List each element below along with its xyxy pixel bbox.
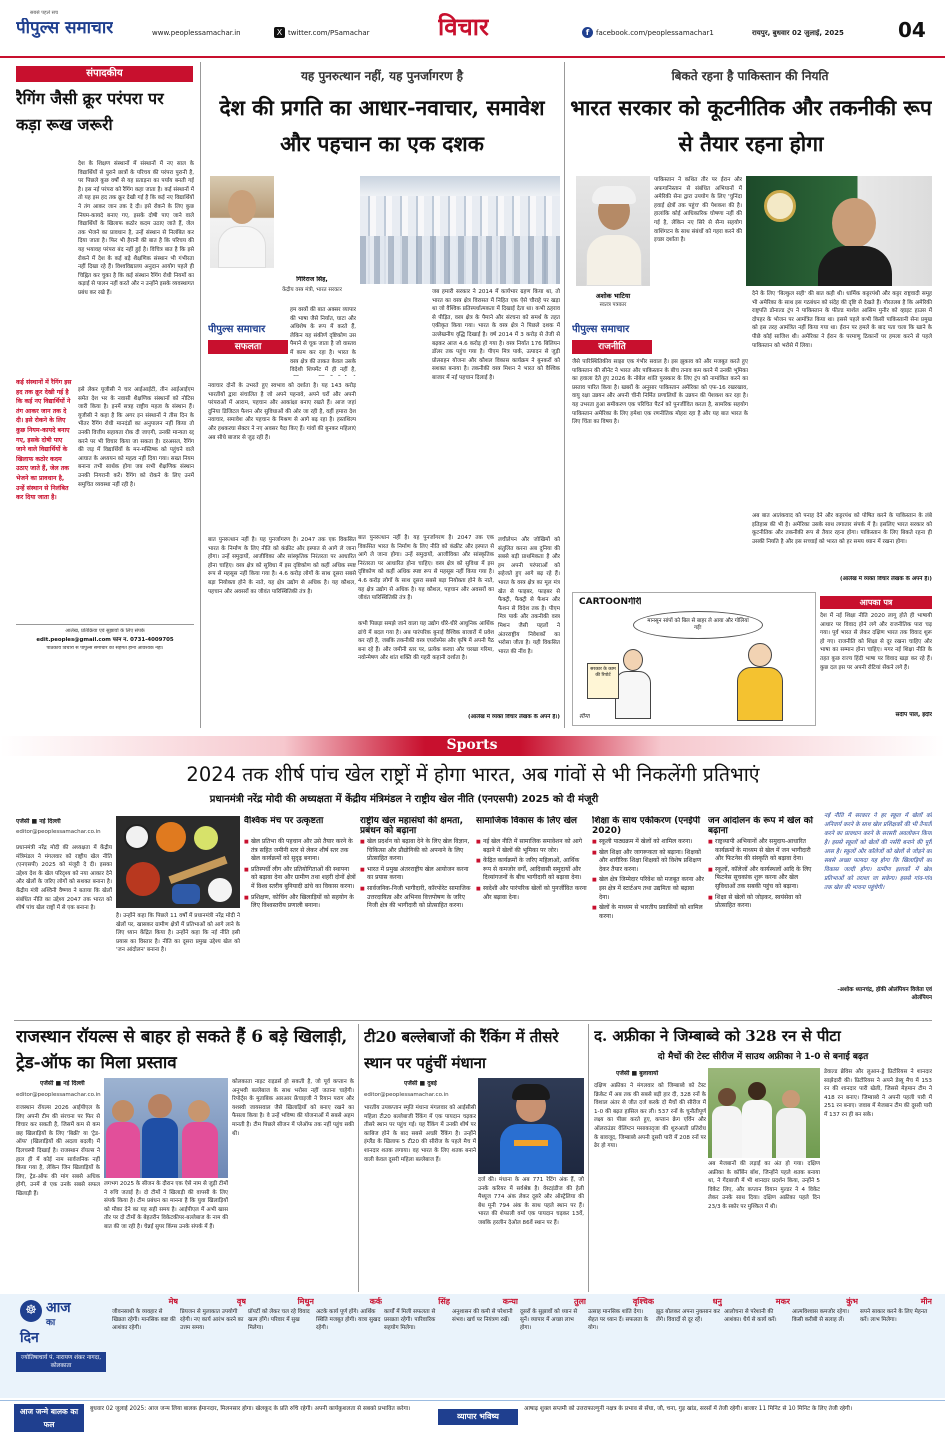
rr-byline: एजेंसी ■ नई दिल्ली: [40, 1080, 85, 1087]
cartoon-man-left: [613, 649, 653, 719]
rashi-kark: [316, 1297, 382, 1395]
nsp-col5-item: ■ राष्ट्रव्यापी अभियानों और समुदाय-आधारित कार्यक्रमों के माध्यम से खेल में जन भागीदारी और फिटनेस की संस्कृति को बढ़ावा देना।: [708, 838, 820, 864]
rr-title: राजस्थान रॉयल्स से बाहर हो सकते हैं 6 बड़े खिलाड़ी, ट्रेड-ऑफ का मिला प्रस्ताव: [16, 1027, 348, 1073]
rr-players-photo: [104, 1078, 228, 1178]
sa-col3: डेवाल्ड ब्रेविस और लुआन-ड्रे प्रिटोरियस ने शानदार साझेदारी की। प्रिटोरियस ने अपने डेब्यू मैच में 153 रन की शानदार पारी खेली, जिससे मेहमान टीम ने 418 रन बनाए। जिम्बाब्वे ने अपनी पहली पारी में 251 रन बनाए। जवाब में मेजबान टीम की दूसरी पारी में 137 रन ही बन सके।: [824, 1069, 932, 1118]
rashi-text: आलोचना से परेशानी की आशंका। धैर्य से कार्य करें।: [724, 1309, 777, 1323]
rashi-name: सिंह: [438, 1297, 450, 1306]
nsp-column-3: [476, 816, 588, 1016]
cartoon-man-right: [735, 643, 785, 721]
editorial-label: संपादकीय: [16, 66, 193, 82]
horoscope-label-bottom: दिन: [20, 1330, 39, 1346]
nsp-sidebar-text: नई नीति में सरकार ने हर स्कूल में खेलों को अनिवार्य करने के साथ खेल प्रशिक्षकों की भी तैनाती करने का प्रावधान करने के सरसरी अवलोकन किया है। इससे स्कूलों को खेलों की नर्सरी बनाने की पूरी आस है। स्कूलों और कॉलेजों को खेलों से जोड़ने का सबसे अच्छा फायदा यह होगा कि खिलाड़ियों का विकास जल्दी होगा। ग्रामीण इलाकों में खेल प्रतिभाओं को तराशा जा सकेगा। इससे गांव-गांव तक खेल की भावना पहुंचेगी।: [824, 813, 932, 891]
article2-col2: जैसे पारिस्थितिकीय साझा एक गंभीर सवाल है। इस झुकाव को और मजबूत करते हुए पाकिस्तान की सीनेट ने भारत और पाकिस्तान के बीच तनाव कम करने में उनकी भूमिका का हवाला देते हुए 2026 के नोबेल शांति पुरस्कार के लिए ट्रंप को नामांकित करने का प्रस्ताव पारित किया है। खबरों के अनुसार पाकिस्तान अमेरिका को एफ-16 रखरखाव, वायु रक्षा उन्नयन और अपनी चीनी निर्मित प्रणालियों के उन्नयन की पेशकश कर रहा है। यह उभरता हुआ समीकरण एक परिचित पैटर्न को पुनर्जीवित करता है, सामरिक सहयोग पाकिस्तान अमेरिका के लिए हमेशा एक रणनीतिक मोहरा रहा है और यह बात भारत के लिए चिंता का विषय है।: [572, 359, 748, 426]
article2-badge: राजनीति: [572, 340, 652, 354]
sa-byline: एजेंसी ■ बुलावायो: [616, 1070, 659, 1077]
rashi-mithun: [248, 1297, 314, 1395]
cartoon-bubble-text: मानसून सांपों को बिल से बाहर ले आया और गोलियां गईं!: [647, 618, 749, 631]
nsp-sidebar: [824, 812, 932, 1016]
rashi-dhanu: [656, 1297, 722, 1395]
letters-sender: संदीप पाल, इंदौर: [895, 712, 932, 718]
rashi-text: झूठ बोलकर अपना नुकसान कर लेंगे। विवादों से दूर रहें।: [656, 1309, 720, 1323]
sports-main-text: प्रधानमंत्री नरेंद्र मोदी की अध्यक्षता में केंद्रीय मंत्रिमंडल ने मंगलवार को राष्ट्रीय खेल नीति (एनएसपी) 2025 को मंजूरी दे दी। इसका उद्देश्य देश के खेल परिदृश्य को नया आकार देने और खेलों के जरिए लोगों को सशक्त बनाना है। केंद्रीय मंत्री अश्विनी वैष्णव ने बताया कि खेलों संबंधित नीति का उद्देश्य 2047 तक भारत को शीर्ष पांच खेल राष्ट्रों में से एक बनाना है।: [16, 845, 112, 912]
author-photo-ashok: [576, 176, 650, 286]
sa-col2: अब मेजबानों की लड़ाई का अंत हो गया। दक्षिण अफ्रीका के कॉर्बिन बॉश, जिन्होंने पहले शतक बनाया था, ने गेंदबाजी में भी शानदार प्रदर्शन किया, उन्होंने 5 विकेट लिए, और कप्तान वियान मुल्डर ने 4 विकेट लेकर उनके साथ दिया। दक्षिण अफ्रीका पहले दिन 23/3 के स्कोर पर मुश्किल में थी।: [708, 1161, 820, 1210]
editorial-col2: इसे लेकर यूजीसी ने चार आईआईटी, तीन आईआईएम समेत देश भर के नवासी शैक्षणिक संस्थानों को नोटिस जारी किया है। इनमें सत्रह राष्ट्रीय महत्व के संस्थान हैं। यूजीसी ने कहा है कि अगर इन संस्थानों ने तीस दिन के भीतर रैगिंग रोधी मानदंडों का अनुपालन नहीं किया तो उनकी वित्तीय सहायता रोक दी जाएगी, उनकी मान्यता रद्द करने पर भी विचार किया जा सकता है। दरअसल, रैगिंग की जड़ में विद्यार्थियों के मन-मस्तिष्क को पहुंचने वाले आघात के अध्ययन को महत्व नहीं दिया गया। सख्त नियम बनाना तभी सार्थक होगा जब सभी शैक्षणिक संस्थान उनकी निगरानी करें। रैगिंग को रोकने के लिए उनमें समुचित व्यवस्था नहीं रही है।: [78, 387, 194, 488]
sports-byline: एजेंसी ■ नई दिल्ली: [16, 818, 61, 825]
cartoon-label: CARTOONगीरी: [579, 597, 642, 607]
facebook-icon: f: [582, 27, 593, 38]
market-label: व्यापार भविष्य: [438, 1409, 518, 1425]
nsp-col2-item: ■ सार्वजनिक-निजी भागीदारी, कॉरपोरेट सामाजिक उत्तरदायित्व और अभिनव वित्तपोषण के जरिए निजी क्षेत्र की भागीदारी को प्रोत्साहित करना।: [360, 885, 472, 911]
market-text: आषाढ़ शुक्ल सप्तमी को उत्तराफाल्गुनी नक्षत्र के प्रभाव से सेंधा, जौ, चना, गुड़ खांड, सरसों में तेजी रहेगी। बाजार 11 मिनिट से 10 मिनिट के लिए तेजी रहेगी।: [524, 1406, 853, 1412]
horoscope-icon: ☸: [20, 1300, 42, 1322]
nsp-column-5: [708, 816, 820, 1016]
rashi-text: अनुशासन की कमी से परेशानी संभव। खर्च पर नियंत्रण रखें।: [452, 1309, 513, 1323]
nsp-col1-item: ■ प्रतिस्पर्धी लीग और प्रतियोगिताओं की स्थापना को बढ़ावा देना और ग्रामीण तथा शहरी दोनों क्षेत्रों में विश्व स्तरीय बुनियादी ढांचे का विकास करना।: [244, 866, 356, 892]
article1-col4b: लचीलेपन और जोखिमों को संतुलित करना अब दुनिया की सबसे बड़ी प्राथमिकता है और हम अपनी परंपराओं को सहेजते हुए आगे बढ़ रहे हैं। भारत के वस्त्र क्षेत्र का मूल मंत्र खेत से फाइबर, फाइबर से फैक्ट्री, फैक्ट्री से फैशन और फैशन से विदेश तक है। पीएम मित्र पार्क और तकनीकी वस्त्र मिशन जैसी पहलों ने अंतरराष्ट्रीय निवेशकों का भरोसा जीता है। यही विकसित भारत की नींव है।: [498, 537, 560, 655]
sports-band: [0, 736, 945, 756]
rashi-text: अटके कार्य पूर्ण होंगे। आर्थिक स्थिति मजबूत होगी। यात्रा सुखद रहेगी।: [316, 1309, 381, 1331]
rashi-name: वृश्चिक: [632, 1297, 654, 1306]
birthday-label: आज जन्मे बालक का फल: [14, 1404, 84, 1432]
article1-col1: हम वस्त्रों की बात अक्सर व्यापार की भाषा जैसे निर्यात, घाटा और अधिशेष के रूप में करते हैं, लेकिन यह संकीर्ण दृष्टिकोण उस पैमाने से चूक जाता है जो वास्तव में काम कर रहा है। भारत के वस्त्र क्षेत्र की ताकत केवल उसके विदेशी शिपमेंट में ही नहीं है,: [290, 307, 356, 374]
twitter-icon: X: [274, 27, 285, 38]
sports-band-label: Sports: [446, 737, 498, 753]
horoscope-label-mid: का: [46, 1318, 56, 1328]
cartoon-box: [572, 592, 816, 726]
rashi-tula: [520, 1297, 586, 1395]
article1-col3: कभी पिछड़ा समझे जाने वाला यह उद्योग धीरे-धीरे आधुनिक आर्थिक ढांचे में बदल गया है। अब पारंपरिक बुनाई वैश्विक बाजारों में प्रवेश कर रही है, जबकि तकनीकी वस्त्र एयरोस्पेस और कृषि में अपनी पैठ बना रहे हैं। और जमीनी स्तर पर, प्रत्येक करघा और चरखा गरिमा, नवोन्मेषण और शांत शक्ति की गहरी कहानी दर्शाता है।: [358, 621, 494, 662]
article2-col1: पाकिस्तान ने कथित तौर पर ईरान और अफगानिस्तान से संबंधित अभियानों में अमेरिकी सेना द्वारा उपयोग के लिए 'चुनिंदा हवाई क्षेत्रों तक पहुंच' की पेशकश की है। हालांकि कोई आधिकारिक घोषणा नहीं की गई है, लेकिन नए सिरे से सैन्य सहयोग वाशिंगटन के साथ संबंधों को गहरा करने की इच्छा दर्शाता है।: [654, 177, 742, 244]
rr-email: editor@peoplessamachar.co.in: [16, 1092, 101, 1098]
brand-tagline: सबसे पहले सच: [30, 10, 59, 16]
masthead: [0, 0, 945, 58]
nsp-col1-item: ■ खेल प्रतिभा की पहचान और उसे तैयार करने के तंत्र सहित जमीनी स्तर से लेकर शीर्ष स्तर तक खेल कार्यक्रमों को सुदृढ़ बनाना।: [244, 838, 356, 864]
sa-deck: दो मैचों की टेस्ट सीरीज में साउथ अफ्रीका ने 1-0 से बनाई बढ़त: [657, 1052, 869, 1062]
mandhana-col1: भारतीय उपकप्तान स्मृति मंधाना मंगलवार को आईसीसी महिला टी20 बल्लेबाजी रैंकिंग में एक पायदान चढ़कर तीसरे स्थान पर पहुंच गई। यह रैंकिंग में उनकी शीर्ष पर काबिज होने के बाद सबसे अच्छी रैंकिंग है। उन्होंने इंग्लैंड के खिलाफ 5 टी20 की सीरीज के पहले मैच में शानदार शतक लगाया। वह भारत के लिए शतक बनाने वाली केवल दूसरी महिला बल्लेबाज हैं।: [364, 1105, 476, 1163]
rashi-kumbh: [792, 1297, 858, 1395]
brand-logo: पीपुल्स समाचार: [16, 18, 114, 38]
author2-name: अशोक भाटिया: [595, 292, 631, 300]
rr-col1: राजस्थान रॉयल्स 2026 आईपीएल के लिए अपनी टीम की संरचना पर फिर से विचार कर सकती है, जिसमें कम से कम छह खिलाड़ियों के लिए 'बिक्री' या 'ट्रेड-ऑफ' (खिलाड़ियों की अदला बदली) में दिलचस्पी दिखाई है। राजस्थान रॉयल्स ने हाल ही में कोई नाम सार्वजनिक नहीं किया गया है, लेकिन जिन खिलाड़ियों के लिए, ट्रेड-ऑफ की मांग सबसे अधिक होगी, उनमें से एक उनके सबसे सफल खिलाड़ी हैं।: [16, 1105, 100, 1197]
article1-badge: सफलता: [208, 340, 288, 354]
nsp-col4-item: ■ खेलों के माध्यम से भारतीय प्रवासियों को शामिल करना।: [592, 904, 704, 921]
nsp-col1-title: वैश्विक मंच पर उत्कृष्टता: [244, 816, 324, 826]
article2-col3b: अब बात आतंकवाद को पनाह देने और कट्टरपंथ को पोषित करने के पाकिस्तान के लंबे इतिहास की भी है। अमेरिका उसके साथ लगातार संपर्क में है। इसलिए भारत सरकार को कूटनीतिक और तकनीकी रूप से तैयार रहना होगा। पाकिस्तान के लिए बिकते रहना ही उसकी नियति है और इस सच्चाई को भारत को हर समय ध्यान में रखना होगा।: [752, 513, 932, 545]
cartoon-sign: [587, 663, 619, 699]
pakistan-photo: [746, 176, 932, 286]
rashi-name: कुंभ: [846, 1297, 858, 1306]
rashi-meen: [860, 1297, 932, 1395]
article1-col2: बात पुनरुत्थान नहीं है। यह पुनर्जागरण है। 2047 तक एक विकसित भारत के निर्माण के लिए नीति को कंक्रीट और इस्पात से आगे ले जाना होगा। उन्हें समुदायों, आजीविका और सांस्कृतिक निरंतरता पर आधारित होना चाहिए। वस्त्र क्षेत्र को सुविधा में इस दृष्टिकोण को कहीं अधिक स्पष्ट रूप से महसूस नहीं किया गया है। 4.6 करोड़ लोगों के साथ दूसरा सबसे बड़ा नियोक्ता होने के नाते, यह क्षेत्र उद्योग से अधिक है। यह कौशल, पहचान और अवसरों का जीवंत पारिस्थितिकी तंत्र है।: [358, 535, 494, 602]
nsp-col2-title: राष्ट्रीय खेल महासंघों की क्षमता, प्रबंधन को बढ़ाना: [360, 816, 464, 836]
editorial-footer-2: edit.peoples@gmail.com फोन नं. 0731-4009705: [36, 637, 174, 643]
rashi-name: धनु: [712, 1297, 722, 1306]
mandhana-col2: दर्ज की। मंधाना के अब 771 रेटिंग अंक हैं, जो उनके करियर में सर्वश्रेष्ठ है। वेस्टइंडीज की हेली मैथ्यूज 774 अंक लेकर दूसरे और ऑस्ट्रेलिया की बेथ मूनी 794 अंक के साथ पहले स्थान पर हैं। भारत की शेफाली वर्मा एक पायदान चढ़कर 13वें, जबकि हरलीन देओल 86वें स्थान पर हैं।: [478, 1177, 584, 1226]
rashi-makar: [724, 1297, 790, 1395]
rashi-text: उत्साह मानसिक शांति देगा। सेहत पर ध्यान दें। सफलता के योग।: [588, 1309, 649, 1331]
dateline: रायपुर, बुधवार 02 जुलाई, 2025: [752, 29, 844, 37]
mandhana-title: टी20 बल्लेबाजों की रैंकिंग में तीसरे स्थान पर पहुंचीं मंधाना: [364, 1028, 559, 1072]
rashi-name: वृष: [236, 1297, 246, 1306]
nsp-col5-title: जन आंदोलन के रूप में खेल को बढ़ाना: [708, 816, 813, 836]
rashi-text: प्रियजन से मुलाकात उपयोगी रहेगी। नए कार्य आरंभ करने का उत्तम समय।: [180, 1309, 244, 1331]
horoscope-label-top: आज: [46, 1300, 71, 1316]
page-number: 04: [898, 18, 926, 42]
article2-title: भारत सरकार को कूटनीतिक और तकनीकी रूप से तैयार रहना होगा: [570, 95, 932, 156]
nsp-col4-title: शिक्षा के साथ एकीकरण (एनईपी 2020): [592, 816, 701, 836]
horoscope-astrologer: ज्योतिषाचार्य पं. नारायण शंकर नागदा, कोलकाता: [16, 1352, 106, 1372]
rashi-text: आत्मविश्वास कमजोर रहेगा। किसी करीबी से सलाह लें।: [792, 1309, 849, 1323]
nsp-col3-item: ■ नई खेल नीति में सामाजिक समावेशन को आगे बढ़ाने में खेलों की भूमिका पर जोर।: [476, 838, 588, 855]
article2-note: (आलेख में व्यक्त विचार लेखक के अपने हैं।): [840, 576, 932, 582]
horoscope-label-box: [14, 1298, 108, 1394]
sports-equipment-photo: [116, 816, 240, 908]
author1-role: केंद्रीय वस्त्र मंत्री, भारत सरकार: [282, 287, 342, 293]
sports-mid-text: है। उन्होंने कहा कि पिछले 11 वर्षों में प्रधानमंत्री नरेंद्र मोदी ने खेलों पर, खासकर ग्रामीण क्षेत्रों में प्रतिभाओं को आगे लाने के लिए ध्यान केंद्रित किया है। उन्होंने कहा कि नई नीति इसी प्रयास का विस्तार है। नीति का दूसरा प्रमुख उद्देश्य खेल को 'जन आंदोलन' बनाना है।: [116, 913, 240, 954]
column-divider: [200, 62, 201, 728]
author2-role: स्वतंत्र पत्रकार: [599, 302, 627, 308]
sa-col1: दक्षिण अफ्रीका ने मंगलवार को जिम्बाब्वे को टेस्ट क्रिकेट में अब तक की सबसे बड़ी हार दी, 328 रनों के विशाल अंतर से जीत दर्ज करके दो मैचों की सीरीज में 1-0 की बढ़त हासिल कर ली। 537 रनों के चुनौतीपूर्ण लक्ष्य का पीछा करते हुए, कप्तान क्रेग एर्विन और ऑलराउंडर वेलिंग्टन मसाकाद्जा की शुरुआती प्रतिरोध के बावजूद, जिम्बाब्वे अपनी दूसरी पारी में 208 रनों पर ढेर हो गया।: [594, 1083, 706, 1150]
mandhana-byline: एजेंसी ■ दुबई: [404, 1080, 437, 1087]
editorial-footer-divider: [16, 624, 194, 625]
mandhana-photo: [478, 1078, 584, 1174]
nsp-col3-item: ■ स्वदेशी और पारंपरिक खेलों को पुनर्जीवित करना और बढ़ावा देना।: [476, 885, 588, 902]
nsp-column-1: [244, 816, 356, 1016]
sports-email: editor@peoplessamachar.co.in: [16, 829, 101, 835]
author1-name: गिरिराज सिंह,: [296, 276, 328, 283]
section-title: विचार: [438, 12, 489, 41]
website-link[interactable]: www.peoplessamachar.in: [152, 29, 241, 37]
rashi-name: मिथुन: [297, 1297, 314, 1306]
sports-main-headline: 2024 तक शीर्ष पांच खेल राष्ट्रों में होगा भारत, अब गांवों से भी निकलेंगी प्रतिभाएं: [186, 763, 760, 786]
author-photo-giriraj: [210, 176, 274, 268]
article1-note: (आलेख में व्यक्त विचार लेखक के अपने हैं।): [468, 714, 560, 720]
nsp-col4-item: ■ खेल क्षेत्र जिम्मेदार परिवेश को मजबूत करना और इस क्षेत्र में स्टार्टअप तथा उद्यमिता को बढ़ावा देना।: [592, 876, 704, 902]
rashi-name: कन्या: [502, 1297, 518, 1306]
facebook-link[interactable]: facebook.com/peoplessamachar1: [596, 29, 714, 37]
twitter-link[interactable]: twitter.com/PSamachar: [288, 29, 370, 37]
rashi-text: प्रॉपर्टी को लेकर चल रहे विवाद खत्म होंगे। परिवार में सुख मिलेगा।: [248, 1309, 310, 1331]
rashi-text: दूसरों के सुझावों को ध्यान से सुनें। व्यापार में अच्छा लाभ होगा।: [520, 1309, 578, 1331]
rashi-kanya: [452, 1297, 518, 1395]
nsp-col5-item: ■ स्कूलों, कॉलेजों और कार्यस्थलों आदि के लिए फिटनेस सूचकांक शुरू करना और खेल सुविधाओं तक सबकी पहुंच को बढ़ाना।: [708, 866, 820, 892]
rashi-vrish: [180, 1297, 246, 1395]
nsp-column-4: [592, 816, 704, 1016]
nsp-sidebar-sign: -अशोक ध्यानचंद्र, हॉकी ओलंपियन विजेता एवं ओलंपियन: [837, 987, 932, 1001]
rashi-mesh: [112, 1297, 178, 1395]
article1-title: देश की प्रगति का आधार-नवाचार, समावेश और पहचान का एक दशक: [219, 95, 545, 156]
editorial-pullquote: कई संस्थानों में रैगिंग इस हद तक क्रूर देखी गई है कि कई नए विद्यार्थियों ने तंग आकर जान तक दे दी। इसे रोकने के लिए कुछ नियम-कायदे बनाए गए, इसके दोषी पाए जाने वाले विद्यार्थियों के खिलाफ कठोर कदम उठाए जाते हैं, जेल तक भेजने का प्रावधान है, उन्हें संस्थान से निलंबित कर दिया जाता है।: [16, 379, 72, 502]
article1-col1-main: नवाचार दोनों के उभरते हुए स्वभाव को दर्शाता है। यह 143 करोड़ भारतीयों द्वारा संचालित है जो अपने पहनावे, अपने घरों और अपनी परंपराओं में आराम, पहचान और आकांक्षा बनाए रखते हैं। आज जहां दुनिया डिजिटल फैशन और सुविधाओं की ओर जा रही है, वहीं हमारा देश नवाचार, समावेश और पहचान के मिश्रण से आगे बढ़ रहा है। हस्तशिल्प और हथकरघा सेक्टर ने नए अवसर पैदा किए हैं। गांवों की बुनकर महिलाएं अब सीधे बाजार से जुड़ रही हैं।: [208, 383, 356, 441]
rashi-name: मेष: [168, 1297, 178, 1306]
nsp-col2-item: ■ खेल प्रदर्शन को बढ़ावा देने के लिए खेल विज्ञान, चिकित्सा और प्रौद्योगिकी को अपनाने के लिए प्रोत्साहित करना।: [360, 838, 472, 864]
article1-brand-badge: पीपुल्स समाचार: [208, 324, 266, 335]
rashi-name: तुला: [573, 1297, 586, 1306]
editorial-footer-1: आलेख, प्रतिक्रिया एवं सुझावों के लिए संपर्क: [65, 628, 145, 634]
article2-kicker: बिकते रहना है पाकिस्तान की नियति: [671, 69, 829, 83]
rashi-vrishchik: [588, 1297, 654, 1395]
rr-col3: कोलकाता नाइट राइडर्स हो सकती है, जो पूर्व कप्तान के अनुभवी बल्लेबाज के साथ भरोसा नहीं जताना चाहेगी। रिपोर्ट्स के मुताबिक आरआर फ्रेंचाइजी ने रियान पराग और यशस्वी जायसवाल जैसे खिलाड़ियों को बनाए रखने का फैसला किया है। वे उन्हें भविष्य की योजनाओं में सबसे अहम मानती है। टीम पिछले सीजन में प्लेऑफ तक नहीं पहुंच सकी थी।: [232, 1079, 354, 1137]
letters-label: आपका पत्र: [820, 596, 932, 609]
rr-col2: लगभग 2025 के सीजन के दौरान एक ऐसे नाम से जुड़ी टीमों ने रुचि जताई है। दो टीमों ने खिलाड़ी की वापसी के लिए संपर्क किया है। टीम प्रबंधन का मानना है कि युवा खिलाड़ियों को मौका देने का यह सही समय है। आईपीएल में अभी खास तौर पर दो टीमों के बेहतरीन विकेटकीपर-बल्लेबाज के नाम की बात की जा रही है। चेन्नई सुपर किंग्स उनके संपर्क में हैं।: [104, 1181, 228, 1230]
sports-deck: प्रधानमंत्री नरेंद्र मोदी की अध्यक्षता में केंद्रीय मंत्रिमंडल ने राष्ट्रीय खेल नीति (एनएसपी) 2025 को दी मंजूरी: [209, 794, 599, 805]
article1-col4: जब हमारी सरकार ने 2014 में कार्यभार ग्रहण किया था, तो भारत का वस्त्र क्षेत्र विरासत में निहित एक ऐसे चौराहे पर खड़ा था जो वैश्विक प्रतिस्पर्धात्मकता में दिखाई देता था। कभी ठहराव से पीड़ित, वस्त्र क्षेत्र के पैमाने और संरचना को समर्थ के तहत एकीकृत किया गया। भारत के वस्त्र क्षेत्र ने पिछले दशक में उल्लेखनीय वृद्धि दिखाई है। वर्ष 2014 में 3 करोड़ से तेजी से बढ़कर आज 4.6 करोड़ हो गया है। वस्त्र निर्यात 176 बिलियन डॉलर तक पहुंच गया है। पीएम मित्र पार्क, उत्पादन से जुड़ी प्रोत्साहन योजना और कौशल विकास कार्यक्रम ने बुनकरों को सशक्त बनाया है। तकनीकी वस्त्र मिशन ने भारत को वैश्विक बाजार में नई पहचान दिलाई है।: [432, 289, 560, 381]
editorial-col1: देश के शिक्षण संस्थानों में संस्थानों में नए साल के विद्यार्थियों से पुराने छात्रों के परिचय की परंपरा पुरानी है, पर पिछले कुछ वर्षों से यह प्रताड़ना का पर्याय बनती गई है। इस नई परंपरा को रैगिंग कहा जाता है। कई संस्थानों में तो यह इस हद तक क्रूर देखी गई है कि कई नए विद्यार्थियों ने तंग आकर जान तक दे दी। इसे रोकने के लिए कुछ नियम-कायदे बनाए गए, इसके दोषी पाए जाने वाले विद्यार्थियों के खिलाफ कठोर कदम उठाए जाते हैं, जेल तक भेजने का प्रावधान है, उन्हें संस्थान से निलंबित कर दिया जाता है। फिर भी हैरानी की बात है कि परिचय की यह भयावह परंपरा बंद नहीं हुई है। विचित्र बात है कि इसे रोकने में देश के कई बड़े शैक्षणिक संस्थान भी गंभीरता नहीं दिखा रहे हैं। विश्वविद्यालय अनुदान आयोग पहले ही चिह्नित कर चुका है कि कई संस्थान रैगिंग रोधी नियमों का कड़ाई से पालन नहीं करते और न उन्होंने इसके व्यवस्थागत प्रबंध कर रखे हैं।: [78, 161, 194, 296]
mandhana-email: editor@peoplessamachar.co.in: [364, 1092, 449, 1098]
nsp-col2-item: ■ भारत में प्रमुख अंतरराष्ट्रीय खेल आयोजन करना का प्रयास करना।: [360, 866, 472, 883]
sa-title: द. अफ्रीका ने जिम्बाब्वे को 328 रन से पीटा: [594, 1027, 841, 1045]
birthday-text: बुधवार 02 जुलाई 2025: आज जन्म लिया बालक ईमानदार, मिलनसार होगा। खेलकूद के प्रति रुचि रहेगी। अपनी कार्यकुशलता से सबको प्रभावित करेगा।: [90, 1406, 411, 1412]
nsp-column-2: [360, 816, 472, 1016]
birthday-strip: [0, 1400, 945, 1434]
editorial-title: रैगिंग जैसी क्रूर परंपरा पर कड़ा रूख जरूरी: [16, 89, 164, 134]
rashi-text: कार्यों में मिली सफलता से प्रसन्नता रहेगी। पारिवारिक सहयोग मिलेगा।: [384, 1309, 436, 1331]
article2-brand-badge: पीपुल्स समाचार: [572, 324, 630, 335]
column-divider-2: [564, 62, 565, 728]
sports-col-divider-1: [358, 1024, 359, 1292]
nsp-col4-item: ■ खेल शिक्षा और जागरूकता को बढ़ाना। शिक्षकों और शारीरिक शिक्षा शिक्षकों को विशेष प्रशिक्षण देकर तैयार करना।: [592, 849, 704, 875]
letters-box: [820, 596, 932, 724]
sa-team-photo: [708, 1068, 820, 1158]
nsp-col1-item: ■ प्रशिक्षण, कोचिंग और खिलाड़ियों को सहयोग के लिए विश्वस्तरीय प्रणाली बनाना।: [244, 894, 356, 911]
rashi-text: जीवनसाथी के व्यवहार से खिन्नता रहेगी। मानसिक कष्ट की आशंका रहेगी।: [112, 1309, 176, 1331]
article1-kicker: यह पुनरुत्थान नहीं, यह पुनर्जागरण है: [300, 69, 464, 83]
nsp-col3-title: सामाजिक विकास के लिए खेल: [476, 816, 578, 826]
rashi-name: कर्क: [369, 1297, 382, 1306]
sports-col-divider-2: [588, 1024, 589, 1292]
editorial-footer-3: पाठकीय विचारों से पीपुल्स समाचार का सहमत होना आवश्यक नहीं।: [46, 646, 164, 651]
nsp-col3-item: ■ केंद्रित कार्यक्रमों के जरिए महिलाओं, आर्थिक रूप से कमजोर वर्गों, आदिवासी समुदायों और दिव्यांगजनों के बीच भागीदारी को बढ़ावा देना।: [476, 857, 588, 883]
rashi-name: मकर: [775, 1297, 790, 1306]
rashi-text: सपने साकार करने के लिए मेहनत करें। लाभ मिलेगा।: [860, 1309, 928, 1323]
sports-divider: [14, 1020, 932, 1021]
nsp-col5-item: ■ शिक्षा से खेलों को जोड़कर, स्वयंसेवा को प्रोत्साहित करना।: [708, 894, 820, 911]
cartoon-speech-bubble: [633, 611, 763, 639]
nsp-col4-item: ■ स्कूली पाठ्यक्रम में खेलों को शामिल करना।: [592, 838, 704, 847]
article2-col3: देने के लिए 'बिल्कुल सही' की बात कही थी। धार्मिक कट्टरपंथी और कट्टर राष्ट्रवादी समूह भी अमेरिका के साथ इस गठबंधन को संदेह की दृष्टि से देखते हैं। गौरतलब है कि अमेरिकी राष्ट्रपति डोनाल्ड ट्रंप ने पाकिस्तान के फील्ड मार्शल आसिम मुनीर को व्हाइट हाउस में दोपहर के भोजन पर आमंत्रित किया था। इससे पहले कभी किसी पाकिस्तानी सेना प्रमुख को इस तरह आमंत्रित नहीं किया गया था। ईरान पर हमले के बाद पता चला कि खाने के पीछे कोई साजिश थी। अमेरिका ने ईरान के परमाणु ठिकानों पर हमला करने से पहले पाकिस्तान को भरोसे में लिया।: [752, 291, 932, 349]
letters-text: देश में नई शिक्षा नीति 2020 लागू होते ही भाषायी आधार पर विवाद होने लगे और राजनीतिक पारा चढ़ गया। पूर्व भारत से लेकर दक्षिण भारत तक विवाद शुरू हो गए। राजनीति को शिक्षा से दूर रखना चाहिए और भाषा का सम्मान होना चाहिए। मगर नई शिक्षा नीति के तहत कुछ राज्य हिंदी भाषा पर विवाद खड़ा कर रहे हैं। कुछ दल इस पर अपनी रोटियां सेंकने लगे हैं।: [820, 613, 932, 671]
rashi-name: मीन: [920, 1297, 932, 1306]
textile-photo: [360, 176, 560, 284]
cartoon-signature: सीमा: [579, 713, 590, 720]
rashi-singh: [384, 1297, 450, 1395]
cartoon-sign-text: सरकार के काम की रिपोर्ट: [590, 667, 616, 678]
article1-col-mid: बात पुनरुत्थान नहीं है। यह पुनर्जागरण है। 2047 तक एक विकसित भारत के निर्माण के लिए नीति को कंक्रीट और इस्पात से आगे ले जाना होगा। उन्हें समुदायों, आजीविका और सांस्कृतिक निरंतरता पर आधारित होना चाहिए। वस्त्र क्षेत्र को सुविधा में इस दृष्टिकोण को कहीं अधिक स्पष्ट रूप से महसूस नहीं किया गया है। 4.6 करोड़ लोगों के साथ दूसरा सबसे बड़ा नियोक्ता होने के नाते, यह क्षेत्र उद्योग से अधिक है। यह कौशल, पहचान और अवसरों का जीवंत पारिस्थितिकी तंत्र है।: [208, 537, 356, 595]
